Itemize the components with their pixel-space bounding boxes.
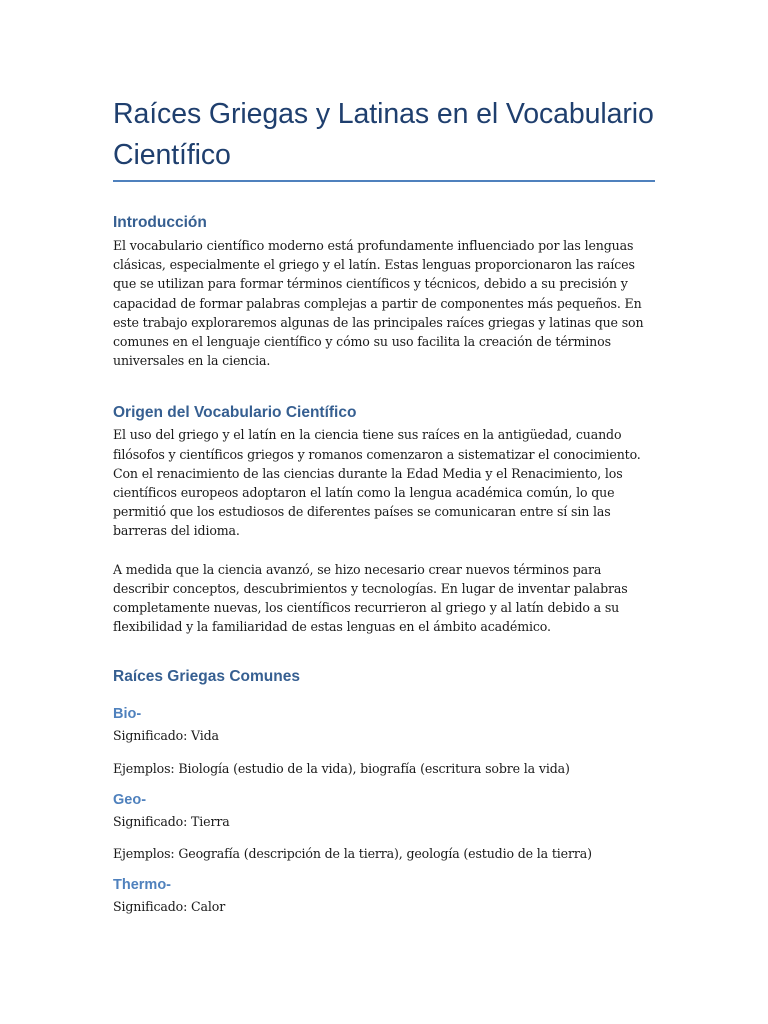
root-meaning-geo: Significado: Tierra [113,813,230,829]
section-heading-raices-griegas: Raíces Griegas Comunes [113,668,300,686]
paragraph-introduccion: El vocabulario científico moderno está profundamente influenciado por las lenguas clásicas, especialmente el griego y el latín. Estas lenguas proporcionaron las raíces que se utilizan para formar términos científicos y técnicos, debido a su precisión y capacidad de formar palabras complejas a partir de componentes más pequeños. En este trabajo exploraremos algunas de las principales raíces griegas y latinas que son comunes en el lenguaje científico y cómo su uso facilita la creación de términos universales en la ciencia. [113,238,644,369]
paragraph-origen-1: El uso del griego y el latín en la ciencia tiene sus raíces en la antigüedad, cuando filósofos y científicos griegos y romanos comenzaron a sistematizar el conocimiento. Con el renacimiento de las ciencias durante la Edad Media y el Renacimiento, los científicos europeos adoptaron el latín como la lengua académica común, lo que permitió que los estudiosos de diferentes países se comunicaran entre sí sin las barreras del idioma. [113,427,641,539]
title-underline [113,180,655,182]
root-heading-bio: Bio- [113,706,142,723]
root-heading-geo: Geo- [113,791,147,808]
section-heading-origen: Origen del Vocabulario Científico [113,404,357,422]
section-heading-introduccion: Introducción [113,214,207,231]
root-meaning-thermo: Significado: Calor [113,899,226,915]
root-examples-geo: Ejemplos: Geografía (descripción de la tierra), geología (estudio de la tierra) [113,846,592,862]
document-title: Raíces Griegas y Latinas en el Vocabulario Científico [113,98,654,171]
root-meaning-bio: Significado: Vida [113,728,219,744]
paragraph-origen-2: A medida que la ciencia avanzó, se hizo necesario crear nuevos términos para describir conceptos, descubrimientos y tecnologías. En lugar de inventar palabras completamente nuevas, los científicos recurrieron al griego y al latín debido a su flexibilidad y la familiaridad de estas lenguas en el ámbito académico. [113,561,628,635]
root-heading-thermo: Thermo- [113,877,171,894]
root-examples-bio: Ejemplos: Biología (estudio de la vida), biografía (escritura sobre la vida) [113,760,570,776]
document-content [113,94,658,916]
